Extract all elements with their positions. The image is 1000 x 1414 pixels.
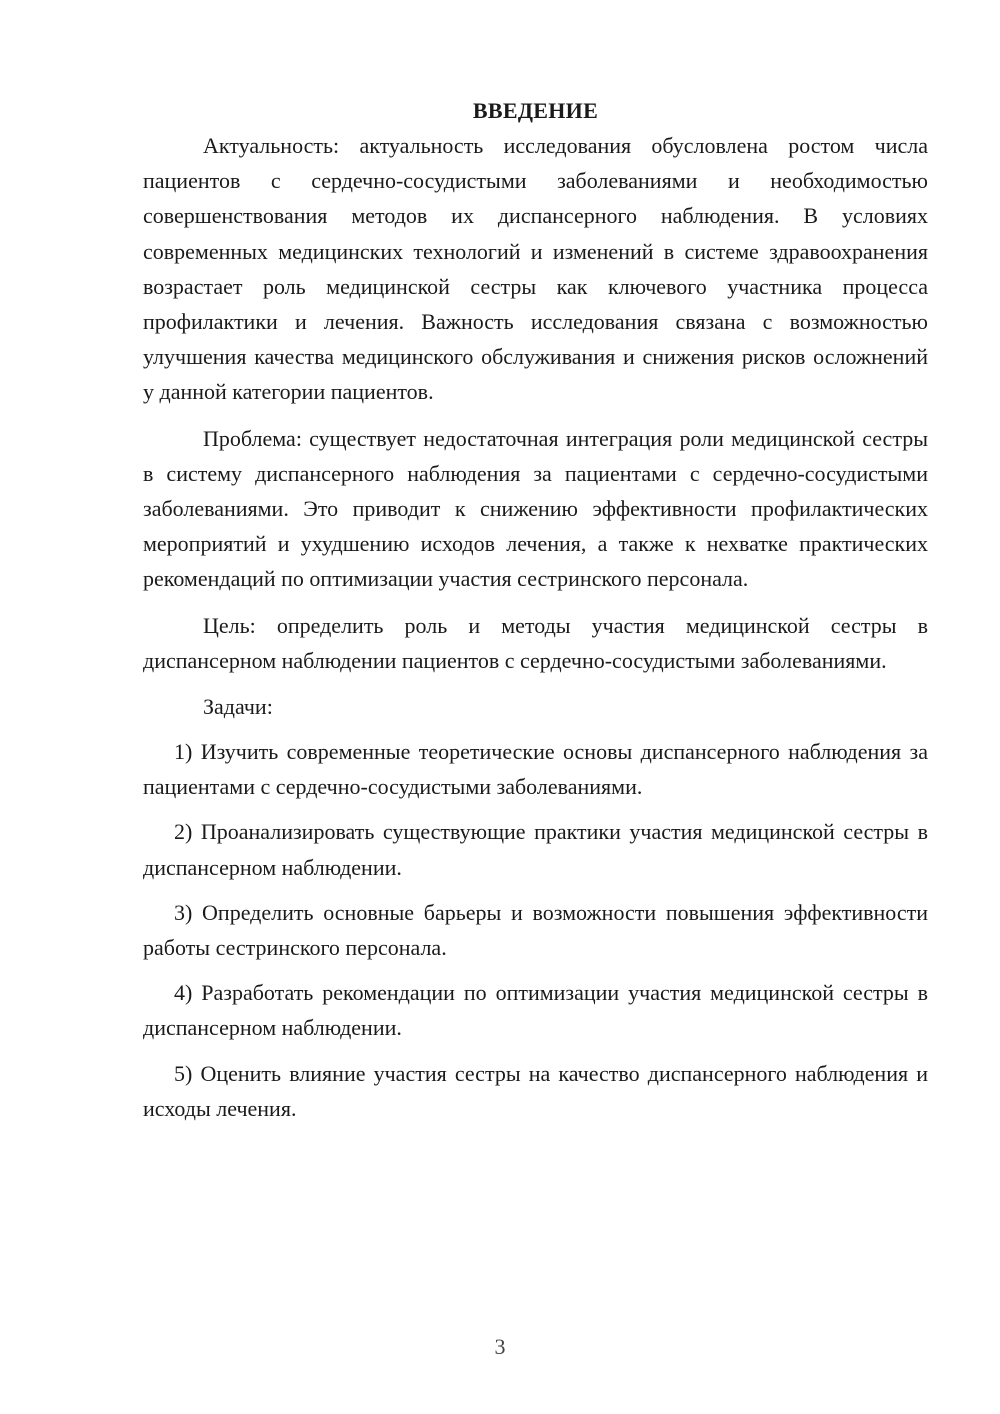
section-heading: ВВЕДЕНИЕ [472,98,599,123]
task-item-3: 3) Определить основные барьеры и возможности повышения эффективности работы сестринского персонала. [143,899,928,961]
task-item-2: 2) Проанализировать существующие практики участия медицинской сестры в диспансерном наблюдении. [143,819,928,880]
document-page [143,93,928,1136]
paragraph-problem: Проблема: существует недостаточная интеграция роли медицинской сестры в систему диспансерного наблюдения за пациентами с сердечно-сосудистыми заболеваниями. Это приводит к снижению эффективности профилактических мероприятий и ухудшению исходов лечения, а также к нехватке практических рекомендаций по оптимизации участия сестринского персонала. [143,425,928,592]
task-item-1: 1) Изучить современные теоретические основы диспансерного наблюдения за пациентами с сердечно-сосудистыми заболеваниями. [143,739,928,800]
page-number: 3 [494,1334,506,1359]
tasks-title: Задачи: [203,694,273,720]
paragraph-relevance: Актуальность: актуальность исследования обусловлена ростом числа пациентов с сердечно-сосудистыми заболеваниями и необходимостью совершенствования методов их диспансерного наблюдения. В условиях современных медицинских технологий и изменений в системе здравоохранения возрастает роль медицинской сестры как ключевого участника процесса профилактики и лечения. Важность исследования связана с возможностью улучшения качества медицинского обслуживания и снижения рисков осложнений у данной категории пациентов. [143,133,928,405]
task-item-4: 4) Разработать рекомендации по оптимизации участия медицинской сестры в диспансерном наблюдении. [143,980,928,1041]
paragraph-goal: Цель: определить роль и методы участия медицинской сестры в диспансерном наблюдении пациентов с сердечно-сосудистыми заболеваниями. [143,612,928,673]
task-item-5: 5) Оценить влияние участия сестры на качество диспансерного наблюдения и исходы лечения. [143,1060,928,1121]
